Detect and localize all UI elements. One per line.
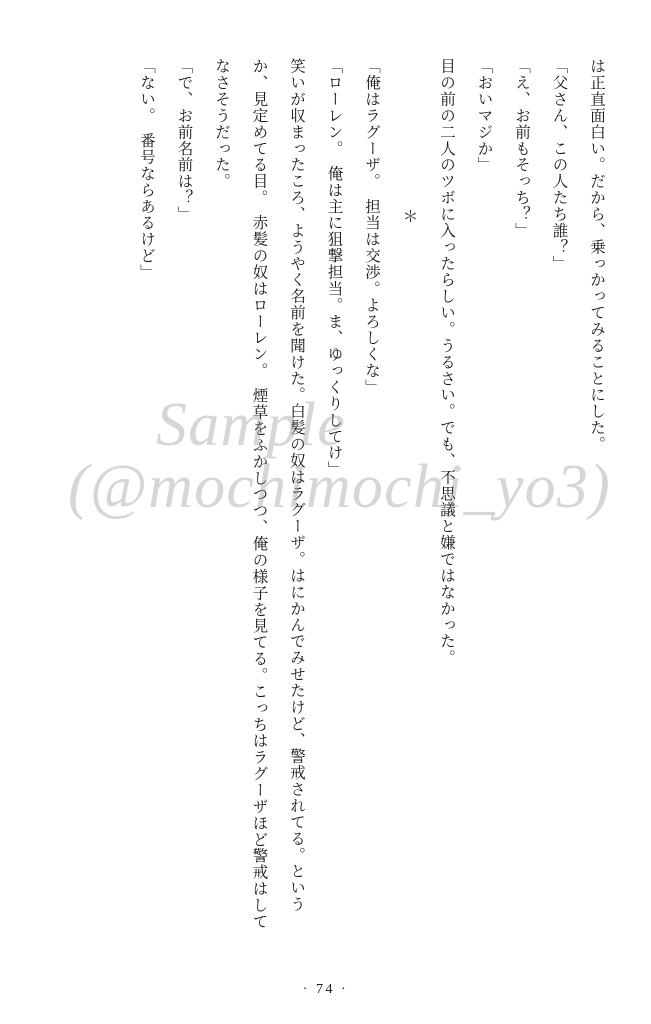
section-separator: ＊: [400, 208, 418, 225]
paragraph: 「父さん、この人たち誰？」: [550, 58, 568, 272]
paragraph: 「え、お前もそっち？」: [513, 58, 530, 239]
paragraph: 「俺はラグーザ。 担当は交渉。よろしくな」: [363, 58, 380, 396]
paragraph: 笑いが収まったころ、ようやく名前を聞けた。白髪の奴はラグーザ。はにかんでみせたけど、警戒されてる。というか、見定めてる目。 赤髪の奴はローレン。 煙草をふかしつつ、俺の様子を見てる。こっちはラグーザほど警戒はしてなさそうだった。: [213, 58, 305, 930]
novel-body-text: [70, 58, 615, 938]
paragraph: 「おいマジか」: [475, 58, 493, 174]
page-number: · 74 ·: [302, 982, 349, 997]
watermark-line-1: Sample: [156, 391, 346, 459]
paragraph: 「ローレン。 俺は主に狙撃担当。ま、ゆっくりしてけ」: [325, 58, 343, 478]
watermark-line-2: (@mochimochi_yo3): [68, 453, 611, 521]
paragraph: 「で、お前名前は？」: [175, 58, 193, 223]
paragraph: 目の前の二人のツボに入ったらしい。うるさい。でも、不思議と嫌ではなかった。: [438, 58, 455, 666]
paragraph: は正直面白い。だから、乗っかってみることにした。: [588, 58, 605, 453]
paragraph: 「ない。 番号ならあるけど」: [138, 58, 155, 281]
